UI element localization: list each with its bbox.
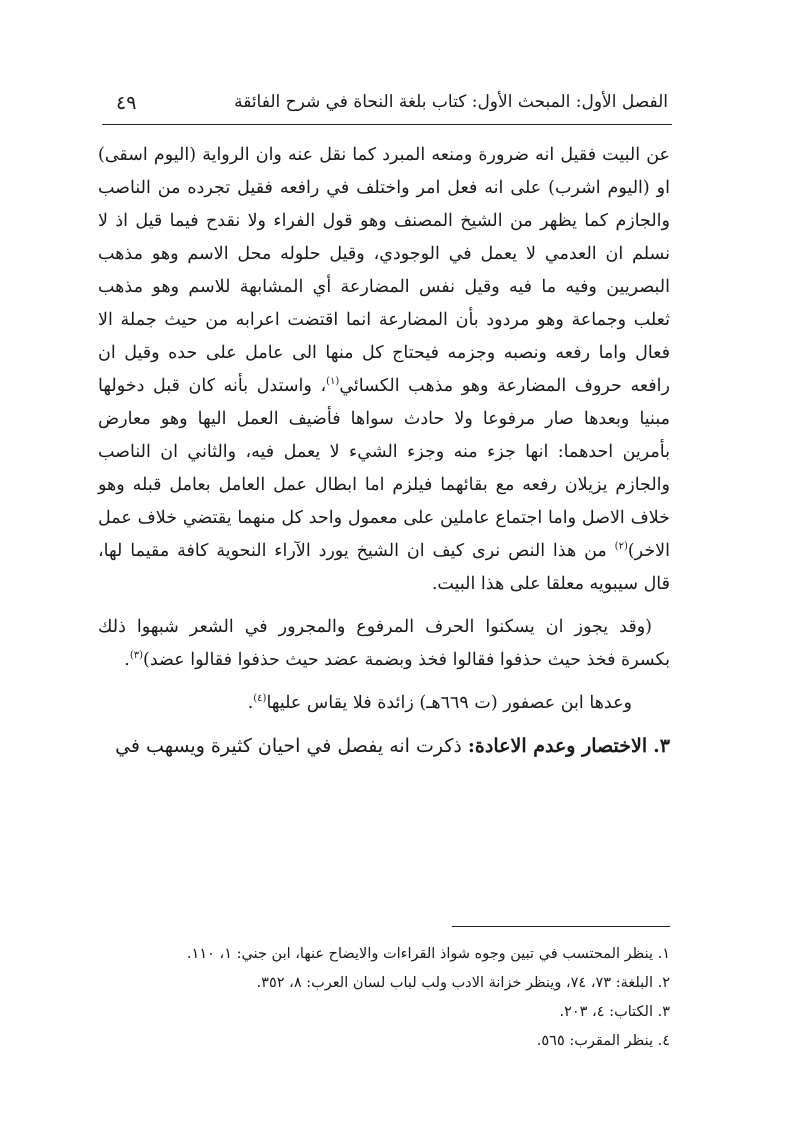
sibawayh-quote	[98, 611, 670, 677]
point-number: ٣.	[653, 735, 670, 757]
running-header	[108, 86, 668, 122]
footnote-ref-4: (٤)	[253, 693, 267, 705]
paragraph-text: من هذا النص نرى كيف ان الشيخ يورد الآراء النحوية كافة مقيما لها، قال سيبويه معلقا على هذا البيت.	[98, 541, 670, 594]
paragraph-text: وعدها ابن عصفور (ت ٦٦٩هـ) زائدة فلا يقاس عليها	[266, 693, 632, 713]
footnote-4: ٤. ينظر المقرب: ٥٦٥.	[536, 1033, 670, 1049]
footnotes	[130, 940, 670, 1056]
paragraph-1	[98, 139, 670, 601]
point-heading: الاختصار وعدم الاعادة:	[467, 735, 648, 757]
footnote-1: ١. ينظر المحتسب في تبين وجوه شواذ القراءات والايضاح عنها، ابن جني: ١، ١١٠.	[186, 946, 670, 962]
footnote-3: ٣. الكتاب: ٤، ٢٠٣.	[559, 1004, 670, 1020]
header-rule	[102, 124, 672, 125]
footnote-2: ٢. البلغة: ٧٣، ٧٤، وينظر خزانة الادب ولب لباب لسان العرب: ٨، ٣٥٢.	[256, 975, 670, 991]
quote-end: .	[124, 650, 130, 670]
footnote-ref-2: (٢)	[614, 541, 628, 553]
page-number: ٤٩	[116, 92, 137, 114]
body-text	[98, 139, 670, 763]
paragraph-text: ، واستدل بأنه كان قبل دخولها مبنيا وبعدها صار مرفوعا ولا حادث سواها فأضيف العمل اليها وهو معارض بأمرين احدهما: انها جزء منه وجزء الشيء لا يعمل فيه، والثاني ان الناصب والجازم يزيلان رفعه مع بقائهما فيلزم اما ابطال عمل العامل بعامل قبله وهو خلاف الاصل واما اجتماع عاملين على معمول واحد كل منهما يقتضي خلاف عمل الاخر)	[98, 376, 670, 561]
footnote-ref-1: (١)	[326, 376, 340, 388]
paragraph-3	[98, 687, 670, 720]
quote-text: (وقد يجوز ان يسكنوا الحرف المرفوع والمجرور في الشعر شبهوا ذلك بكسرة فخذ حيث حذفوا فقالوا فخذ وبضمة عضد حيث حذفوا فقالوا عضد)	[98, 617, 670, 670]
paragraph-end: .	[247, 693, 254, 713]
header-title: الفصل الأول: المبحث الأول: كتاب بلغة النحاة في شرح الفائقة	[234, 92, 668, 112]
paragraph-text: عن البيت فقيل انه ضرورة ومنعه المبرد كما نقل عنه وان الرواية (اليوم اسقى) او (اليوم اشرب) على انه فعل امر واختلف في رافعه فقيل تجرده من الناصب والجازم كما يظهر من الشيخ المصنف وهو قول الفراء ولا نقدح فيما قيل اذ لا نسلم ان العدمي لا يعمل في الوجودي، وقيل حلوله محل الاسم وهو مذهب البصريين وفيه ما فيه وقيل نفس المضارعة أي المشابهة للاسم وهو مذهب ثعلب وجماعة وهو مردود بأن المضارعة انما اقتضت اعرابه من حيث جملة الا فعال واما رفعه ونصبه وجزمه فيحتاج كل منها الى عامل على حده وقيل ان رافعه حروف المضارعة وهو مذهب الكسائي	[98, 145, 670, 396]
footnote-rule	[452, 926, 670, 927]
point-3	[98, 730, 670, 763]
footnote-ref-3: (٣)	[129, 650, 144, 662]
point-text: ذكرت انه يفصل في احيان كثيرة ويسهب في	[115, 735, 468, 757]
